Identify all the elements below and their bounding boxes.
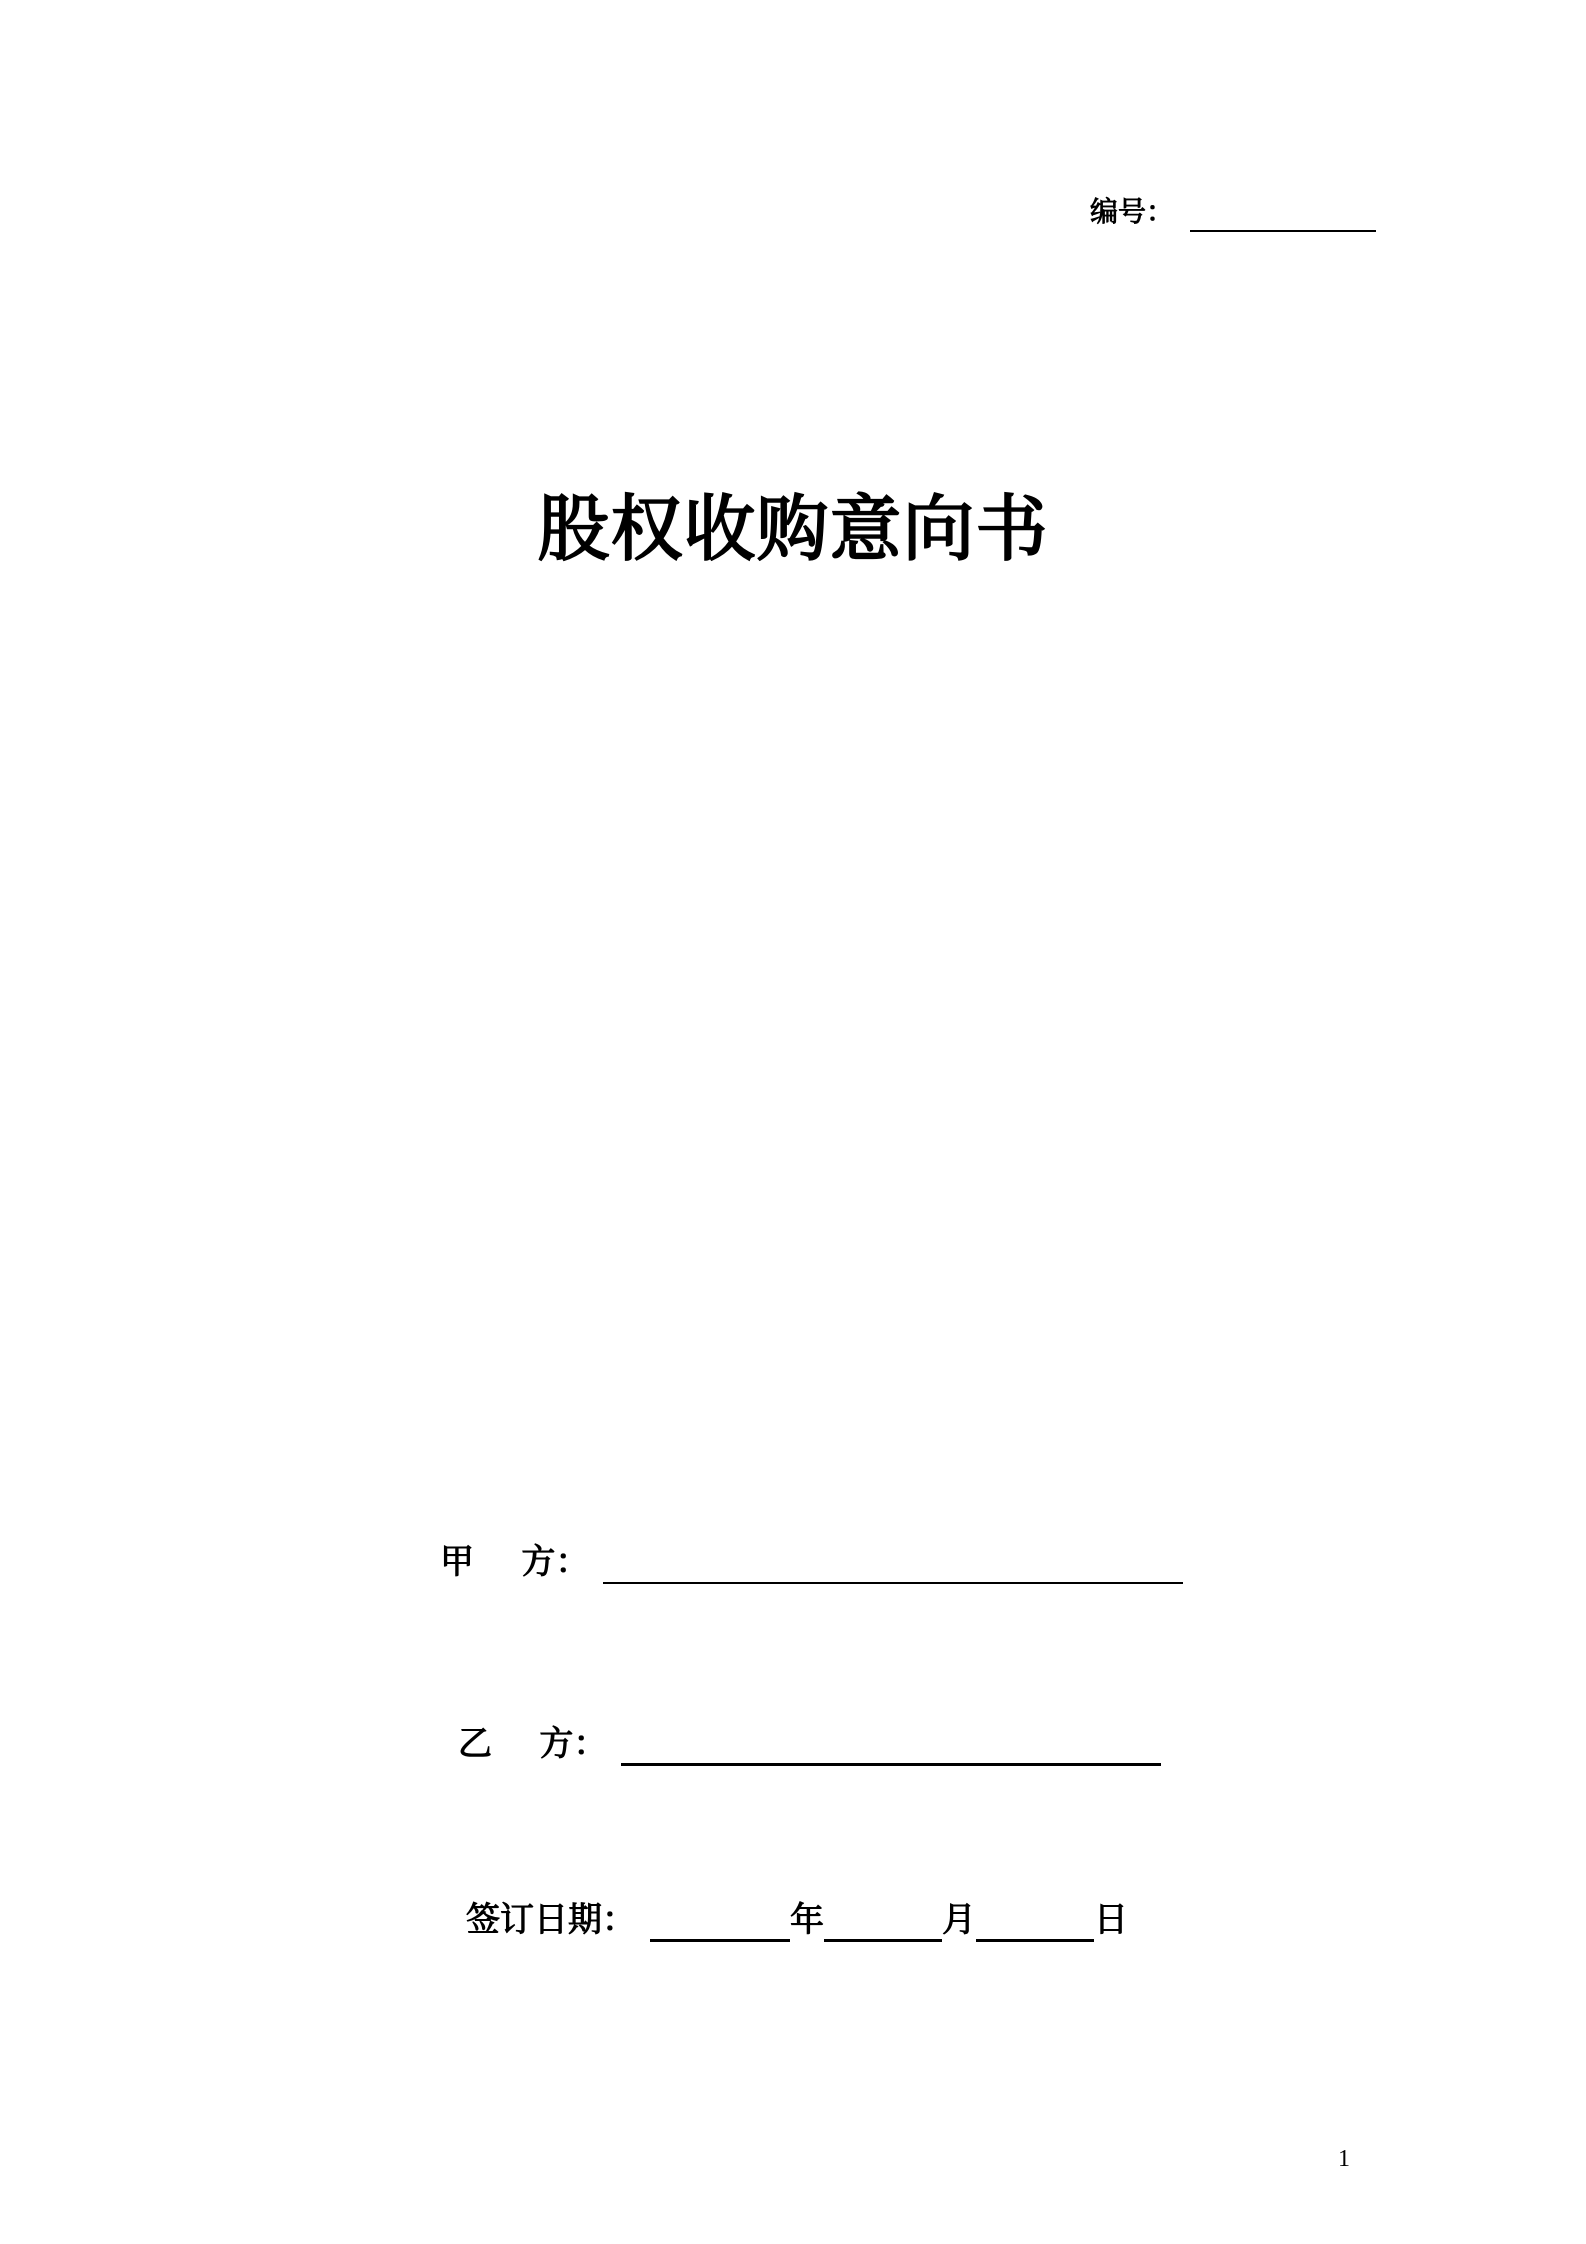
day-label: 日 [1094,1900,1128,1940]
party-a-label: 甲 方： [440,1542,590,1582]
signing-date-label: 签订日期： [466,1900,636,1940]
party-b-field [458,1722,1161,1766]
serial-number-field [1090,192,1376,232]
day-blank [976,1905,1094,1942]
party-a-field [440,1540,1183,1584]
page-number: 1 [1338,2146,1350,2172]
signing-date-field [466,1898,1128,1942]
document-title: 股权收购意向书 [537,487,1049,571]
party-b-label: 乙 方： [458,1724,608,1764]
year-label: 年 [790,1900,824,1940]
serial-number-label: 编号： [1090,195,1175,228]
year-blank [650,1905,790,1942]
month-blank [824,1905,942,1942]
party-b-blank [621,1729,1161,1766]
serial-number-blank [1190,200,1376,232]
party-a-blank [603,1548,1183,1584]
month-label: 月 [942,1900,976,1940]
